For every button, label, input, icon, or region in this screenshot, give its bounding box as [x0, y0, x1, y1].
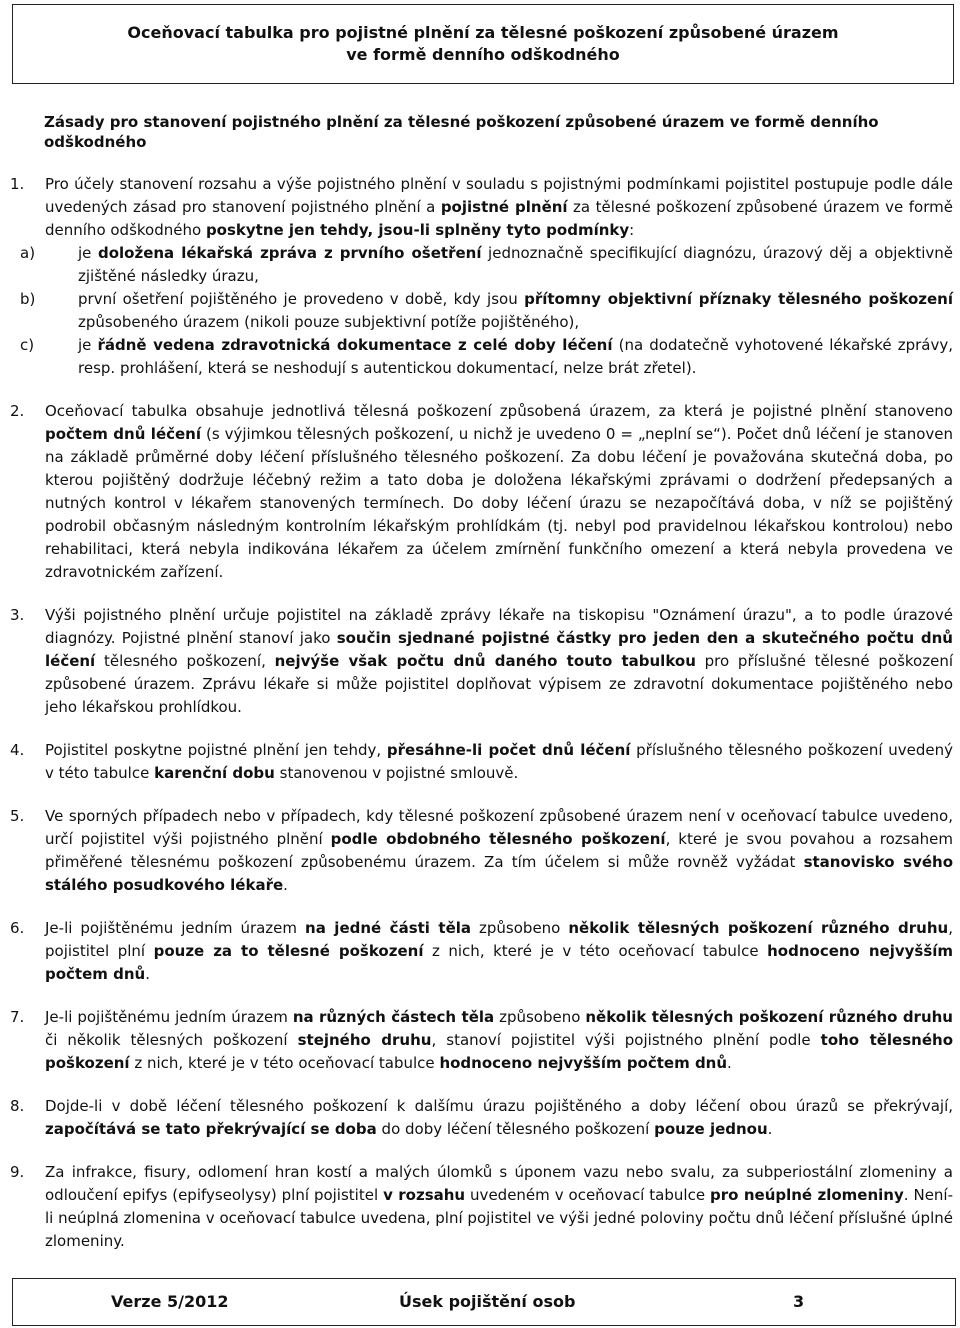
text-run: Výši pojistného plnění určuje pojistitel na základě zprávy lékaře na tiskopisu "Oznámení úrazu", a to podle úrazové diagnózy. Pojistné plnění stanoví jako	[45, 606, 953, 647]
rule-item	[0, 917, 960, 986]
emphasized-text: přesáhne-li počet dnů léčení	[386, 741, 631, 759]
text-run: za tělesné poškození způsobené úrazem ve formě denního odškodného	[45, 198, 953, 239]
emphasized-text: na jedné části těla	[305, 919, 472, 937]
rule-item	[0, 604, 960, 719]
rule-number: 4.	[10, 741, 25, 759]
rule-paragraph	[45, 805, 953, 897]
emphasized-text: pouze za to tělesné poškození	[153, 942, 424, 960]
emphasized-text: nejvýše však počtu dnů daného touto tabulkou	[274, 652, 696, 670]
text-run: první ošetření pojištěného je provedeno v době, kdy jsou	[78, 290, 525, 308]
page-footer	[12, 1278, 956, 1326]
numbered-rules-list	[0, 173, 960, 1273]
text-run: uvedeném v oceňovací tabulce	[465, 1186, 710, 1204]
rule-number: 7.	[10, 1008, 25, 1026]
rule-text	[45, 805, 953, 897]
text-run: z nich, které je v této oceňovací tabulce	[129, 1054, 440, 1072]
rule-text	[45, 1006, 953, 1075]
emphasized-text: několik tělesných poškození různého druhu	[585, 1008, 953, 1026]
rule-item	[0, 400, 960, 584]
rule-paragraph	[45, 1161, 953, 1253]
emphasized-text: hodnoceno nejvyšším počtem dnů	[439, 1054, 728, 1072]
rule-paragraph	[45, 739, 953, 785]
condition-label: c)	[20, 336, 35, 354]
rule-text	[45, 604, 953, 719]
rule-number: 3.	[10, 606, 25, 624]
text-run: či několik tělesných poškození	[45, 1031, 298, 1049]
document-title-line-2: ve formě denního odškodného	[346, 45, 620, 64]
text-run: pro příslušné tělesné poškození způsobené úrazem. Zprávu lékaře si může pojistitel doplňovat výpisem ze zdravotní dokumentace pojištěného nebo jeho lékařskou prohlídkou.	[45, 652, 953, 716]
rule-text	[45, 917, 953, 986]
emphasized-text: stanovisko svého stálého posudkového lékaře	[45, 853, 954, 894]
text-run: stanovenou v pojistné smlouvě.	[274, 764, 519, 782]
text-run: Oceňovací tabulka obsahuje jednotlivá tělesná poškození způsobená úrazem, za která je pojistné plnění stanoveno	[45, 402, 953, 420]
text-run: . Není-li neúplná zlomenina v oceňovací tabulce uvedena, plní pojistitel ve výši jedné poloviny počtu dnů léčení příslušné úplné zlomeniny.	[45, 1186, 954, 1250]
emphasized-text: pojistné plnění	[440, 198, 568, 216]
text-run: :	[629, 221, 635, 239]
emphasized-text: přítomny objektivní příznaky tělesného poškození	[524, 290, 953, 308]
condition-label: b)	[20, 290, 36, 308]
rule-paragraph	[45, 917, 953, 986]
text-run: způsobeného úrazem (nikoli pouze subjektivní potíže pojištěného),	[78, 313, 580, 331]
rule-text	[45, 1095, 953, 1141]
emphasized-text: pro neúplné zlomeniny	[710, 1186, 904, 1204]
rule-text	[45, 400, 953, 584]
text-run: Pojistitel poskytne pojistné plnění jen tehdy,	[45, 741, 387, 759]
text-run: je	[78, 336, 98, 354]
text-run: Ve sporných případech nebo v případech, kdy tělesné poškození způsobené úrazem není v oceňovací tabulce uvedeno, určí pojistitel výši pojistného plnění	[45, 807, 953, 848]
text-run: , stanoví pojistitel výši pojistného plnění podle	[431, 1031, 821, 1049]
rule-number: 5.	[10, 807, 25, 825]
rule-item	[0, 173, 960, 380]
footer-version: Verze 5/2012	[111, 1292, 229, 1311]
footer-page-number: 3	[793, 1292, 805, 1311]
text-run: příslušného tělesného poškození uvedený v této tabulce	[45, 741, 954, 782]
condition-text	[78, 288, 953, 334]
emphasized-text: doložena lékařská zpráva z prvního ošetření	[97, 244, 482, 262]
emphasized-text: poskytne jen tehdy, jsou-li splněny tyto podmínky	[205, 221, 630, 239]
text-run: , které je svou povahou a rozsahem přiměřené tělesnému poškození způsobenému úrazem. Za tím účelem si může rovněž vyžádat	[45, 830, 953, 871]
rule-item	[0, 739, 960, 785]
rule-number: 6.	[10, 919, 25, 937]
text-run: je	[78, 244, 98, 262]
emphasized-text: toho tělesného poškození	[45, 1031, 953, 1072]
emphasized-text: stejného druhu	[297, 1031, 432, 1049]
rule-number: 8.	[10, 1097, 25, 1115]
rule-item	[0, 1161, 960, 1253]
text-run: Za infrakce, fisury, odlomení hran kostí a malých úlomků s úponem vazu nebo svalu, za subperiostální zlomeniny a odloučení epifys (epifyseolysy) plní pojistitel	[45, 1163, 953, 1204]
emphasized-text: na různých částech těla	[292, 1008, 495, 1026]
rule-paragraph	[45, 400, 953, 584]
emphasized-text: podle obdobného tělesného poškození	[330, 830, 666, 848]
text-run: do doby léčení tělesného poškození	[376, 1120, 655, 1138]
condition-item	[20, 242, 954, 288]
emphasized-text: karenční dobu	[154, 764, 275, 782]
emphasized-text: v rozsahu	[383, 1186, 466, 1204]
condition-text	[78, 334, 953, 380]
emphasized-text: počtem dnů léčení	[45, 425, 202, 443]
condition-text	[78, 242, 953, 288]
rule-number: 1.	[10, 175, 25, 193]
section-heading: Zásady pro stanovení pojistného plnění za tělesné poškození způsobené úrazem ve formě denního odškodného	[44, 113, 879, 151]
rule-item	[0, 1006, 960, 1075]
text-run: .	[145, 965, 151, 983]
document-title-line-1: Oceňovací tabulka pro pojistné plnění za tělesné poškození způsobené úrazem	[127, 23, 839, 42]
text-run: Pro účely stanovení rozsahu a výše pojistného plnění v souladu s pojistnými podmínkami pojistitel postupuje podle dále uvedených zásad pro stanovení pojistného plnění a	[45, 175, 953, 216]
emphasized-text: několik tělesných poškození různého druhu	[568, 919, 949, 937]
text-run: , pojistitel plní	[45, 919, 954, 960]
rule-paragraph	[45, 1006, 953, 1075]
text-run: jednoznačně specifikující diagnózu, úrazový děj a objektivně zjištěné následky úrazu,	[78, 244, 954, 285]
condition-item	[20, 288, 953, 334]
text-run: způsobeno	[494, 1008, 586, 1026]
text-run: Je-li pojištěnému jedním úrazem	[45, 919, 306, 937]
text-run: (na dodatečně vyhotovené lékařské zprávy, resp. prohlášení, která se neshodují s autentickou dokumentací, nelze brát zřetel).	[78, 336, 953, 377]
text-run: z nich, které je v této oceňovací tabulce	[423, 942, 768, 960]
title-box	[12, 4, 954, 84]
text-run: (s výjimkou tělesných poškození, u nichž je uvedeno 0 = „neplní se“). Počet dnů léčení je stanoven na základě průměrné doby léčení příslušného tělesného poškození. Za dobu léčení je považována skutečná doba, po kterou pojištěný dodržuje léčebný režim a tato doba je doložena lékařskými zprávami o dodržení předepsaných a nutných kontrol v lékařem stanovených termínech. Do doby léčení úrazu se nezapočítává doba, v níž se pojištěný podrobil občasným následným kontrolním lékařským prohlídkám (tj. nebyl pod pravidelnou lékařskou kontrolou) nebo rehabilitaci, která nebyla indikována lékařem za účelem zmírnění funkčního omezení a která nebyla provedena ve zdravotnickém zařízení.	[45, 425, 953, 581]
rule-text	[45, 1161, 953, 1253]
text-run: tělesného poškození,	[95, 652, 275, 670]
rule-number: 9.	[10, 1163, 25, 1181]
rule-text	[45, 739, 953, 785]
emphasized-text: pouze jednou	[654, 1120, 768, 1138]
rule-number: 2.	[10, 402, 25, 420]
text-run: .	[727, 1054, 732, 1072]
rule-paragraph	[45, 173, 953, 242]
rule-item	[0, 805, 960, 897]
emphasized-text: započítává se tato překrývající se doba	[45, 1120, 377, 1138]
emphasized-text: řádně vedena zdravotnická dokumentace z celé doby léčení	[97, 336, 613, 354]
rule-item	[0, 1095, 960, 1141]
text-run: .	[767, 1120, 773, 1138]
footer-department: Úsek pojištění osob	[399, 1292, 576, 1311]
rule-paragraph	[45, 604, 953, 719]
emphasized-text: hodnoceno nejvyšším počtem dnů	[45, 942, 954, 983]
text-run: způsobeno	[471, 919, 569, 937]
condition-item	[20, 334, 953, 380]
text-run: Je-li pojištěnému jedním úrazem	[45, 1008, 293, 1026]
text-run: Dojde-li v době léčení tělesného poškození k dalšímu úrazu pojištěného a doby léčení obou úrazů se překrývají,	[45, 1097, 953, 1115]
rule-paragraph	[45, 1095, 953, 1141]
rule-text	[20, 173, 954, 380]
text-run: .	[283, 876, 288, 894]
condition-label: a)	[20, 244, 36, 262]
emphasized-text: součin sjednané pojistné částky pro jeden den a skutečného počtu dnů léčení	[45, 629, 953, 670]
